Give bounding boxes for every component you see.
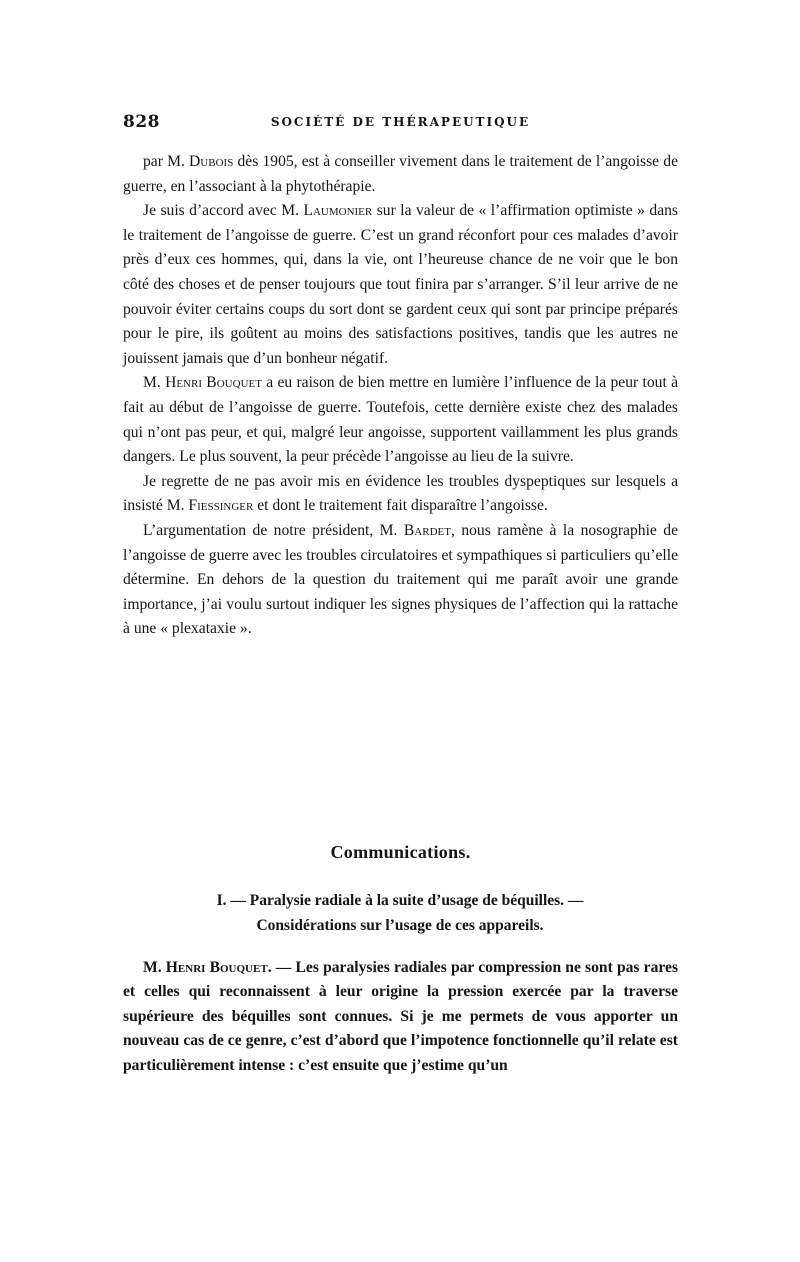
author-name: Bardet xyxy=(403,521,451,539)
author-name: Henri Bouquet xyxy=(165,374,262,392)
paragraph: Je suis d’accord avec M. Laumonier sur la valeur de « l’affirmation optimiste » dans le traitement de l’angoisse de guerre. C’est un grand réconfort pour ces malades d’avoir près d’eux ces hommes, qui, dans la vie, ont l’heureuse chance de ne voir que le bon côté des choses et de penser toujours que tout finira par s’arranger. S’il leur arrive de ne pouvoir éviter certains coups du sort dont se gardent ceux qui sont par principe préparés pour le pire, ils goûtent au moins des satisfactions positives, tandis que les autres ne jouissent jamais que d’un bonheur négatif. xyxy=(123,202,678,367)
page-number: 828 xyxy=(123,112,160,132)
author-name: Henri Bouquet xyxy=(165,959,268,976)
communications-heading: Communications. xyxy=(330,842,471,862)
section-title-line: Considérations sur l’usage de ces appareils. xyxy=(256,917,544,934)
section-title xyxy=(140,888,660,938)
paragraph: L’argumentation de notre président, M. Bardet, nous ramène à la nosographie de l’angoisse de guerre avec les troubles circulatoires et sympathiques si particuliers qu’elle détermine. En dehors de la question du traitement qui me paraît avoir une grande importance, j’ai voulu surtout indiquer les signes physiques de l’affection qui la rattache à une « plexataxie ». xyxy=(123,521,678,638)
final-paragraph xyxy=(123,956,678,1078)
author-name: Fiessinger xyxy=(188,497,254,515)
body-text xyxy=(123,150,678,642)
paragraph: M. Henri Bouquet. — Les paralysies radiales par compression ne sont pas rares et celles qui reconnaissent à leur origine la pression exercée par la traverse supérieure des béquilles sont connues. Si je me permets de vous apporter un nouveau cas de ce genre, c’est d’abord que l’impotence fonctionnelle qu’il relate est particulièrement intense : c’est ensuite que j’estime qu’un xyxy=(123,959,679,1074)
section-title-line: I. — Paralysie radiale à la suite d’usage de béquilles. — xyxy=(216,892,584,909)
paragraph: Je regrette de ne pas avoir mis en évidence les troubles dyspeptiques sur lesquels a insisté M. Fiessinger et dont le traitement fait disparaître l’angoisse. xyxy=(123,472,678,515)
paragraph: M. Henri Bouquet a eu raison de bien mettre en lumière l’influence de la peur tout à fait au début de l’angoisse de guerre. Toutefois, cette dernière existe chez des malades qui n’ont pas peur, et qui, malgré leur angoisse, supportent vaillamment les plus grands dangers. Le plus souvent, la peur précède l’angoisse au lieu de la suivre. xyxy=(123,374,678,466)
running-title: SOCIÉTÉ DE THÉRAPEUTIQUE xyxy=(270,115,531,129)
author-name: Laumonier xyxy=(303,202,373,220)
author-name: Dubois xyxy=(189,153,234,170)
page-header xyxy=(123,112,678,136)
paragraph: par M. Dubois dès 1905, est à conseiller vivement dans le traitement de l’angoisse de guerre, en l’associant à la phytothérapie. xyxy=(123,153,678,195)
